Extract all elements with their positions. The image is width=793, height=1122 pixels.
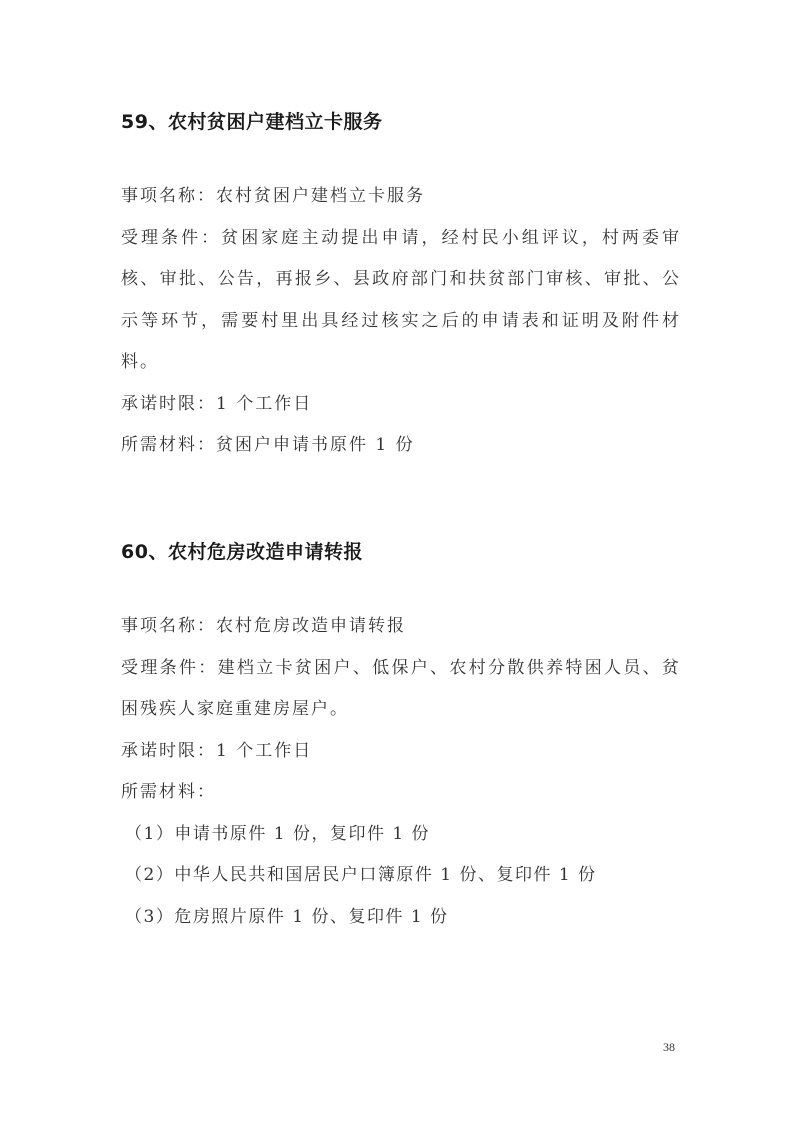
section-heading: 60、农村危房改造申请转报: [121, 541, 363, 563]
item-name: 事项名称：农村贫困户建档立卡服务: [121, 186, 425, 206]
page-number: 38: [663, 1040, 675, 1054]
section-59: [121, 108, 681, 467]
materials-list-item: （3）危房照片原件 1 份、复印件 1 份: [125, 906, 449, 927]
section-60: [121, 538, 681, 938]
section-heading: 59、农村贫困户建档立卡服务: [121, 111, 383, 133]
acceptance-conditions: 受理条件：贫困家庭主动提出申请，经村民小组评议，村两委审核、审批、公告，再报乡、县政府部门和扶贫部门审核、审批、公示等环节，需要村里出具经过核实之后的申请表和证明及附件材料。: [121, 227, 681, 372]
required-materials: 所需材料：贫困户申请书原件 1 份: [121, 435, 415, 455]
section-body: [121, 606, 681, 938]
item-name: 事项名称：农村危房改造申请转报: [121, 616, 406, 636]
required-materials-label: 所需材料：: [121, 782, 216, 802]
acceptance-conditions: 受理条件：建档立卡贫困户、低保户、农村分散供养特困人员、贫困残疾人家庭重建房屋户。: [121, 657, 681, 719]
materials-list-item: （2）中华人民共和国居民户口簿原件 1 份、复印件 1 份: [125, 865, 597, 885]
time-limit: 承诺时限：1 个工作日: [121, 393, 313, 414]
time-limit: 承诺时限：1 个工作日: [121, 740, 313, 761]
materials-list-item: （1）申请书原件 1 份，复印件 1 份: [125, 823, 431, 844]
section-body: [121, 176, 681, 467]
